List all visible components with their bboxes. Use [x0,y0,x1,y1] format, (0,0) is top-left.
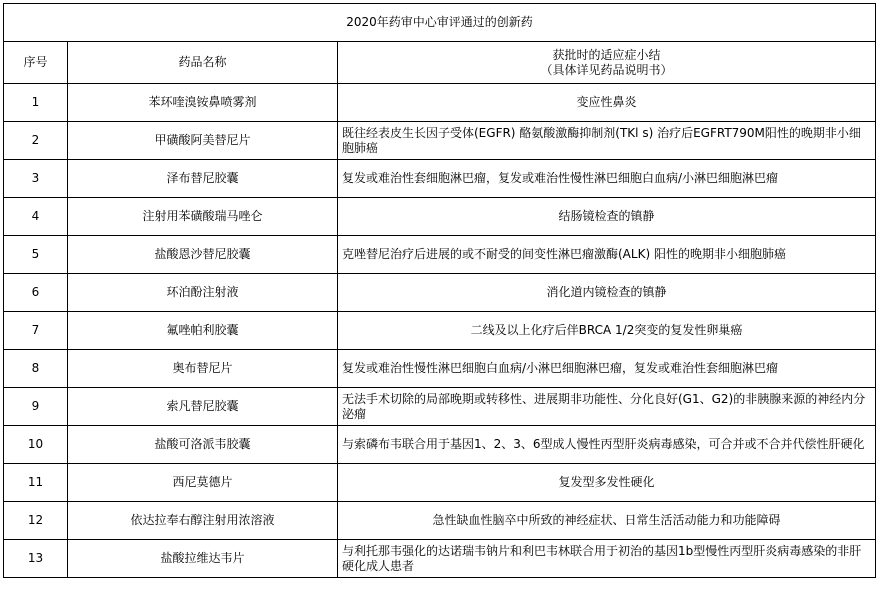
table-title: 2020年药审中心审评通过的创新药 [4,4,876,42]
header-indication-line1: 获批时的适应症小结 [552,47,661,62]
row-indication: 无法手术切除的局部晚期或转移性、进展期非功能性、分化良好(G1、G2)的非胰腺来源的神经内分泌瘤 [338,388,876,426]
table-row [4,350,876,388]
row-drug-name: 盐酸可洛派韦胶囊 [68,426,338,464]
row-drug-name: 盐酸恩沙替尼胶囊 [68,236,338,274]
row-index: 5 [4,236,68,274]
row-drug-name: 盐酸拉维达韦片 [68,540,338,578]
row-index: 2 [4,122,68,160]
header-indication-line2: （具体详见药品说明书） [540,62,673,77]
table-row [4,464,876,502]
drug-approval-table [3,3,876,578]
row-index: 1 [4,84,68,122]
table-row [4,540,876,578]
table-row [4,388,876,426]
row-indication: 变应性鼻炎 [338,84,876,122]
row-index: 6 [4,274,68,312]
row-drug-name: 西尼莫德片 [68,464,338,502]
table-row [4,84,876,122]
header-drug-name: 药品名称 [68,42,338,84]
table-row [4,236,876,274]
row-indication: 消化道内镜检查的镇静 [338,274,876,312]
row-index: 13 [4,540,68,578]
row-indication: 与索磷布韦联合用于基因1、2、3、6型成人慢性丙型肝炎病毒感染，可合并或不合并代偿性肝硬化 [338,426,876,464]
table-body [4,84,876,578]
row-indication: 急性缺血性脑卒中所致的神经症状、日常生活活动能力和功能障碍 [338,502,876,540]
row-index: 3 [4,160,68,198]
row-drug-name: 环泊酚注射液 [68,274,338,312]
row-indication: 结肠镜检查的镇静 [338,198,876,236]
table-row [4,198,876,236]
row-indication: 既往经表皮生长因子受体(EGFR) 酪氨酸激酶抑制剂(TKl s) 治疗后EGFRT790M阳性的晚期非小细胞肺癌 [338,122,876,160]
row-index: 8 [4,350,68,388]
table-row [4,160,876,198]
row-index: 4 [4,198,68,236]
table-row [4,502,876,540]
table-row [4,122,876,160]
row-index: 10 [4,426,68,464]
row-index: 12 [4,502,68,540]
row-indication: 复发或难治性慢性淋巴细胞白血病/小淋巴细胞淋巴瘤，复发或难治性套细胞淋巴瘤 [338,350,876,388]
row-index: 9 [4,388,68,426]
row-drug-name: 甲磺酸阿美替尼片 [68,122,338,160]
row-drug-name: 注射用苯磺酸瑞马唑仑 [68,198,338,236]
row-drug-name: 奥布替尼片 [68,350,338,388]
row-drug-name: 氟唑帕利胶囊 [68,312,338,350]
row-indication: 复发型多发性硬化 [338,464,876,502]
row-index: 11 [4,464,68,502]
row-indication: 复发或难治性套细胞淋巴瘤，复发或难治性慢性淋巴细胞白血病/小淋巴细胞淋巴瘤 [338,160,876,198]
row-drug-name: 苯环喹溴铵鼻喷雾剂 [68,84,338,122]
table-row [4,426,876,464]
table-row [4,312,876,350]
table-row [4,274,876,312]
row-indication: 二线及以上化疗后伴BRCA 1/2突变的复发性卵巢癌 [338,312,876,350]
row-drug-name: 依达拉奉右醇注射用浓溶液 [68,502,338,540]
row-drug-name: 索凡替尼胶囊 [68,388,338,426]
row-indication: 克唑替尼治疗后进展的或不耐受的间变性淋巴瘤激酶(ALK) 阳性的晚期非小细胞肺癌 [338,236,876,274]
row-indication: 与利托那韦强化的达诺瑞韦钠片和利巴韦林联合用于初治的基因1b型慢性丙型肝炎病毒感染的非肝硬化成人患者 [338,540,876,578]
row-drug-name: 泽布替尼胶囊 [68,160,338,198]
header-index: 序号 [4,42,68,84]
row-index: 7 [4,312,68,350]
header-indication [338,42,876,84]
